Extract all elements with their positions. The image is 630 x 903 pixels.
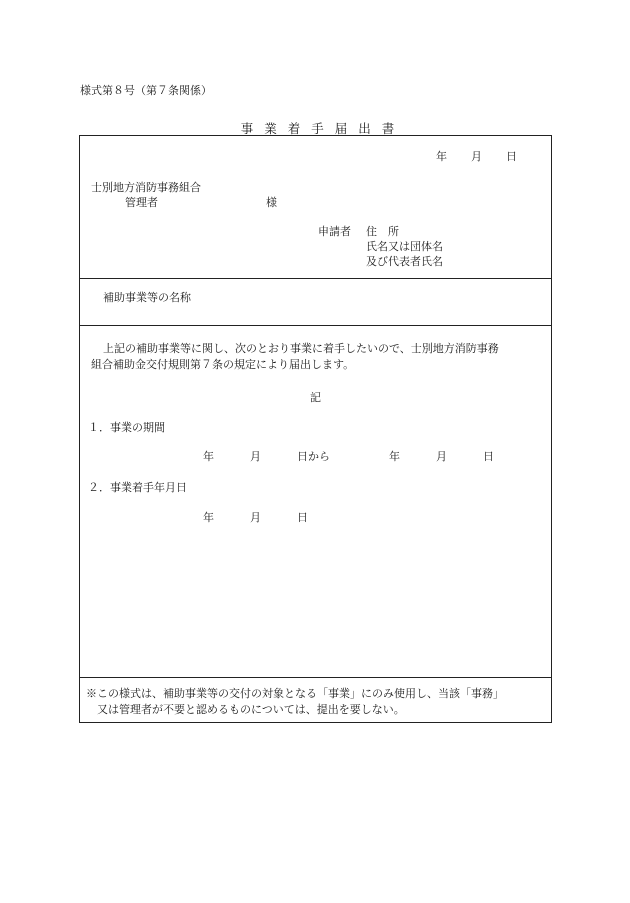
applicant-address-label: 住 所 [366, 225, 399, 238]
period-from-year: 年 [203, 450, 214, 463]
period-to-month: 月 [436, 450, 447, 463]
addressee-manager: 管理者 [125, 196, 158, 209]
body-text-line-2: 組合補助金交付規則第７条の規定により届出します。 [91, 358, 355, 371]
addressee-organization: 士別地方消防事務組合 [91, 181, 201, 194]
period-to-day: 日 [483, 450, 494, 463]
start-month: 月 [250, 511, 261, 524]
period-to-year: 年 [389, 450, 400, 463]
applicant-representative-label: 及び代表者氏名 [366, 255, 443, 268]
date-day-label: 日 [506, 150, 517, 163]
section-divider [79, 325, 552, 326]
period-from-day: 日から [297, 450, 330, 463]
item1-label: １．事業の期間 [88, 421, 165, 434]
applicant-label: 申請者 [318, 225, 351, 238]
applicant-name-label: 氏名又は団体名 [366, 240, 443, 253]
footnote-line-1: ※この様式は、補助事業等の交付の対象となる「事業」にのみ使用し、当該「事務」 [86, 687, 504, 700]
ki-heading: 記 [310, 391, 321, 404]
start-year: 年 [203, 511, 214, 524]
start-day: 日 [297, 511, 308, 524]
section-divider [79, 278, 552, 279]
section-divider [79, 677, 552, 678]
footnote-line-2: 又は管理者が不要と認めるものについては、提出を要しない。 [97, 703, 405, 716]
addressee-honorific: 様 [266, 196, 277, 209]
project-name-label: 補助事業等の名称 [103, 291, 191, 304]
document-title: 事業着手届出書 [240, 121, 406, 136]
form-number: 様式第８号（第７条関係） [80, 84, 212, 97]
date-month-label: 月 [471, 150, 482, 163]
item2-label: ２．事業着手年月日 [88, 481, 187, 494]
body-text-line-1: 上記の補助事業等に関し、次のとおり事業に着手したいので、士別地方消防事務 [103, 342, 499, 355]
date-year-label: 年 [436, 150, 447, 163]
period-from-month: 月 [250, 450, 261, 463]
